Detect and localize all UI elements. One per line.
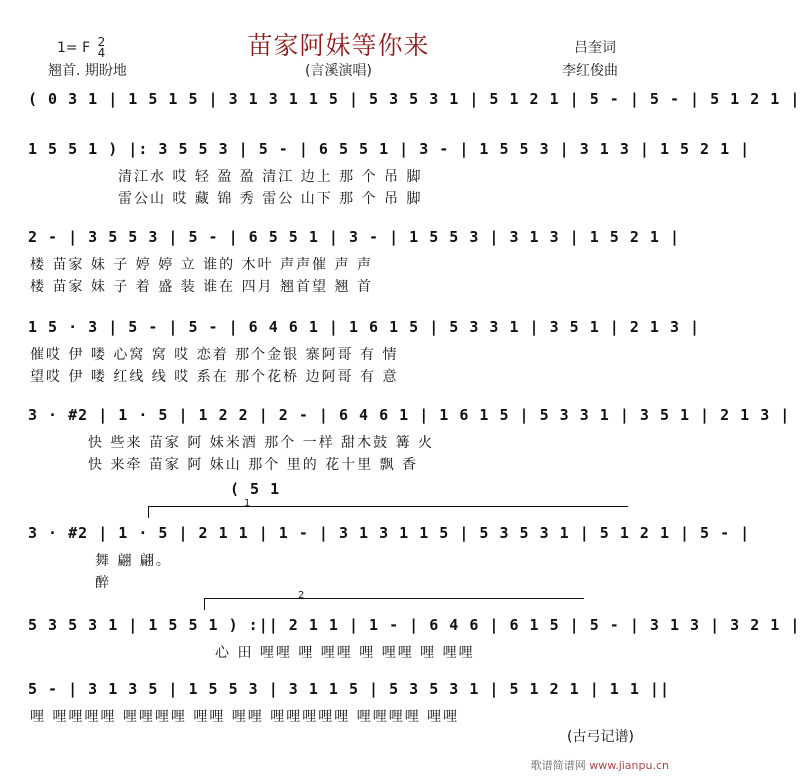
notes-line: 3 · #2 | 1 · 5 | 1 2 2 | 2 - | 6 4 6 1 | 1 6 1 5 | 5 3 3 1 | 3 5 1 | 2 1 3 | [28,406,791,424]
staff-row-6 [0,524,751,591]
lyric-verse-2: 快 来牵 苗家 阿 妹山 那个 里的 花十里 飘 香 [88,457,419,473]
staff-row-3 [0,228,680,295]
staff-row-7 [0,616,800,661]
lyric-verse-1: 清江水 哎 轻 盈 盈 清江 边上 那 个 吊 脚 [118,169,423,185]
lyric-verse-1: 快 些来 苗家 阿 妹米酒 那个 一样 甜木鼓 篝 火 [88,435,435,451]
watermark-url: www.jianpu.cn [589,759,669,772]
staff-row-8 [0,680,677,725]
volta-2-pickup: ( 5 1 [230,480,281,498]
watermark-cn: 歌谱简谱网 [530,759,586,772]
time-top: 2 [97,35,106,49]
staff-row-1 [0,90,800,126]
notes-line: 1 5 5 1 ) |: 3 5 5 3 | 5 - | 6 5 5 1 | 3 - | 1 5 5 3 | 3 1 3 | 1 5 2 1 | [28,140,751,158]
lyric-verse-2: 雷公山 哎 藏 锦 秀 雷公 山下 那 个 吊 脚 [118,191,423,207]
notes-line: 3 · #2 | 1 · 5 | 2 1 1 | 1 - | 3 1 3 1 1 5 | 5 3 5 3 1 | 5 1 2 1 | 5 - | [28,524,751,542]
singer-credit: (言溪演唱) [305,63,372,79]
staff-row-4 [0,318,701,385]
notes-line: 2 - | 3 5 5 3 | 5 - | 6 5 5 1 | 3 - | 1 5 5 3 | 3 1 3 | 1 5 2 1 | [28,228,680,246]
transcriber-credit: (古弓记谱) [567,729,634,745]
volta-1-bracket [148,506,628,507]
time-signature [98,37,106,59]
notes-line: 1 5 · 3 | 5 - | 5 - | 6 4 6 1 | 1 6 1 5 | 5 3 3 1 | 3 5 1 | 2 1 3 | [28,318,701,336]
lyric-verse-1: 楼 苗家 妹 子 婷 婷 立 谁的 木叶 声声催 声 声 [30,257,373,273]
time-bottom: 4 [97,46,106,60]
volta-2-label: 2 [298,590,305,601]
watermark [531,757,669,773]
lyricist-credit: 吕奎词 [574,40,616,56]
volta-2-bracket [204,598,584,599]
expression-mark: 翘首. 期盼地 [48,63,127,79]
volta-2-bracket-start [204,598,205,610]
staff-row-5 [0,406,791,473]
lyric-verse-1: 哩 哩哩哩哩 哩哩哩哩 哩哩 哩哩 哩哩哩哩哩 哩哩哩哩 哩哩 [30,709,460,725]
volta-1-label: 1 [244,498,251,509]
composer-credit: 李红俊曲 [562,63,618,79]
notes-line: ( 0 3 1 | 1 5 1 5 | 3 1 3 1 1 5 | 5 3 5 3 1 | 5 1 2 1 | 5 - | 5 - | 5 1 2 1 | [28,90,800,108]
song-title: 苗家阿妹等你来 [247,31,430,60]
lyric-verse-1: 舞 翩 翩。 [95,553,172,569]
volta-1-bracket-start [148,506,149,518]
key-signature [57,37,105,59]
notes-line: 5 - | 3 1 3 5 | 1 5 5 3 | 3 1 1 5 | 5 3 5 3 1 | 5 1 2 1 | 1 1 || [28,680,670,698]
notes-line: 5 3 5 3 1 | 1 5 5 1 ) :|| 2 1 1 | 1 - | 6 4 6 | 6 1 5 | 5 - | 3 1 3 | 3 2 1 | [28,616,800,634]
lyric-verse-2: 醉 [95,575,111,591]
lyric-verse-1: 心 田 哩哩 哩 哩哩 哩 哩哩 哩 哩哩 [215,645,475,661]
lyric-verse-1: 催哎 伊 喽 心窝 窝 哎 恋着 那个金银 寨阿哥 有 情 [30,347,399,363]
lyric-verse-2: 楼 苗家 妹 子 着 盛 装 谁在 四月 翘首望 翘 首 [30,279,373,295]
staff-row-2 [0,140,751,207]
lyric-verse-2: 望哎 伊 喽 红线 线 哎 系在 那个花桥 边阿哥 有 意 [30,369,399,385]
key-label: 1= F [57,40,91,56]
